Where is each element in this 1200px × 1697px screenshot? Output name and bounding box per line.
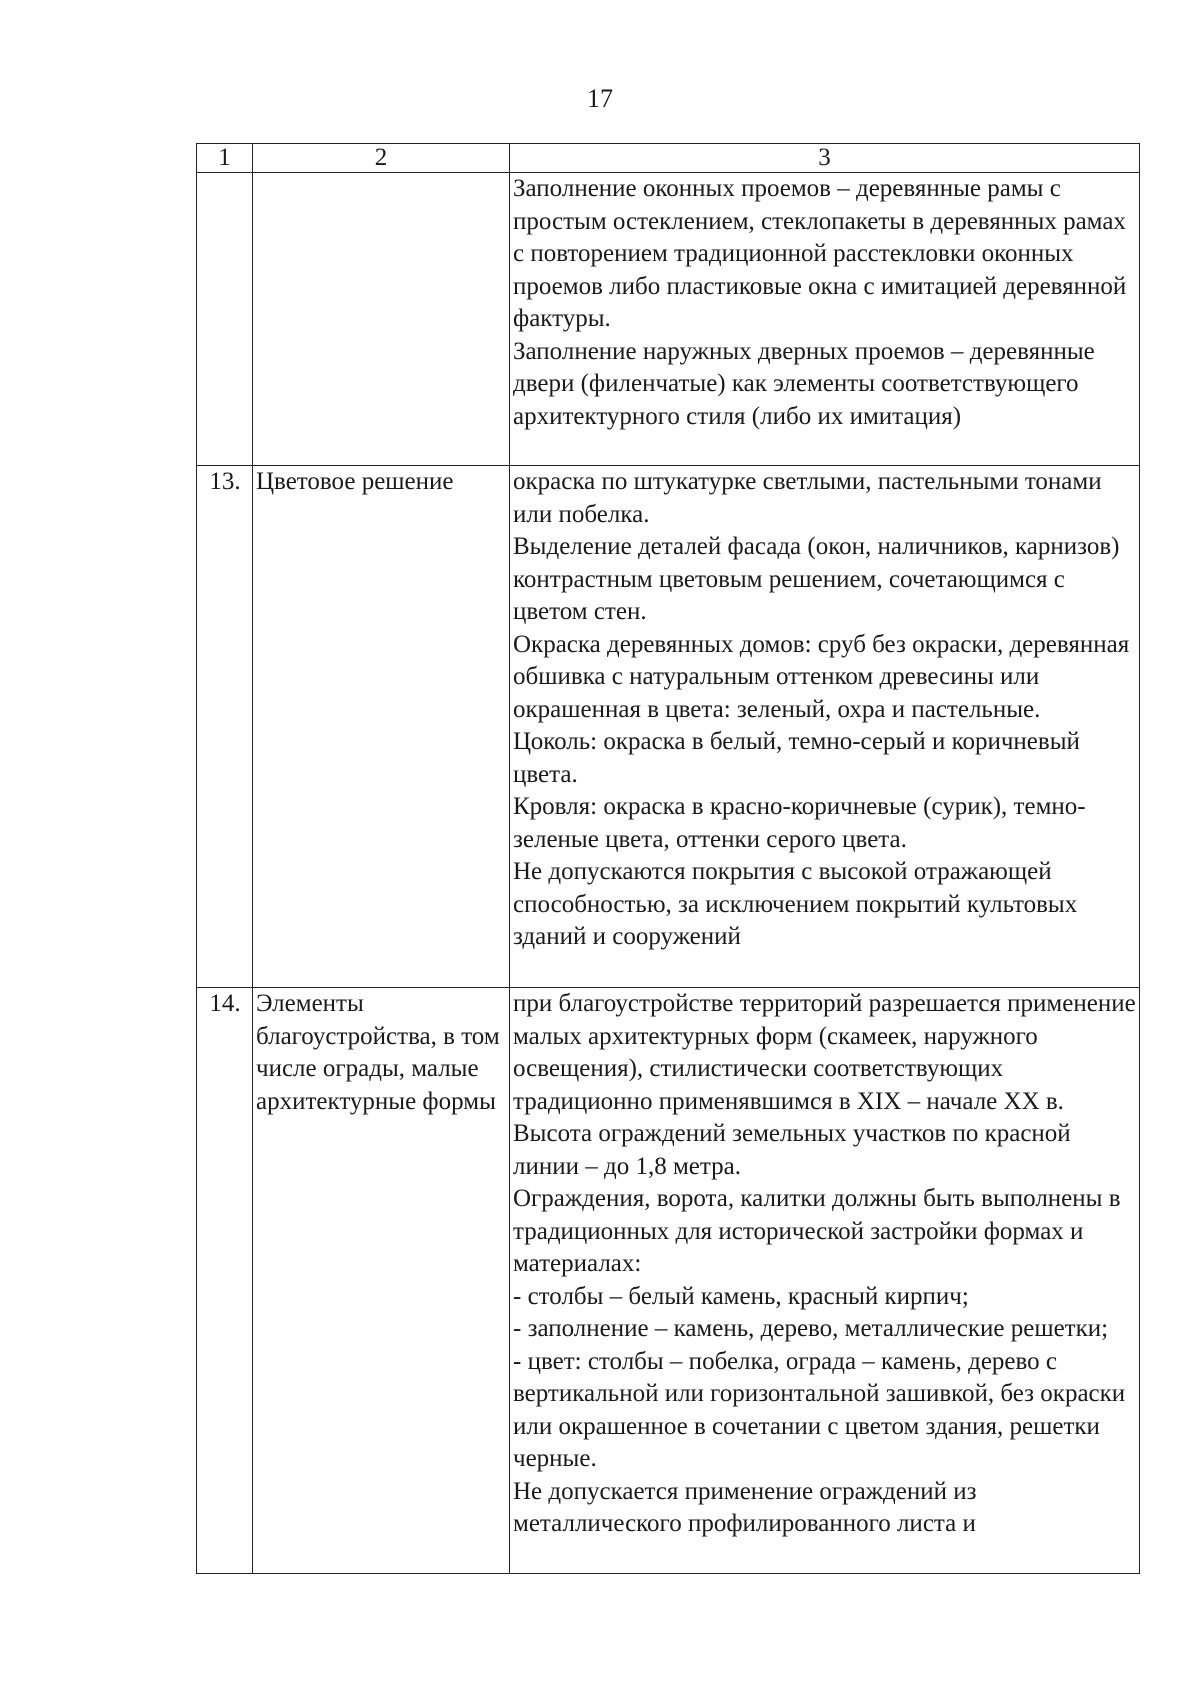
column-header-1: 1 bbox=[197, 144, 253, 173]
row-name: Цветовое решение bbox=[253, 466, 510, 988]
row-text bbox=[510, 988, 1140, 1574]
row-text bbox=[510, 173, 1140, 466]
page-number: 17 bbox=[587, 84, 613, 113]
column-header-3: 3 bbox=[510, 144, 1140, 173]
table-row-14 bbox=[197, 988, 1140, 1574]
table-row-13 bbox=[197, 466, 1140, 988]
row-text bbox=[510, 466, 1140, 988]
regulations-table bbox=[196, 143, 1140, 1574]
table-row-continuation bbox=[197, 173, 1140, 466]
row-text-body: при благоустройстве территорий разрешается применение малых архитектурных форм (скамеек, наружного освещения), стилистически соответствующих традиционно применявшимся в XIX – начале XX в. Высота ограждений земельных участков по красной линии – до 1,8 метра. Ограждения, ворота, калитки должны быть выполнены в традиционных для исторической застройки формах и материалах: - столбы – белый камень, красный кирпич; - заполнение – камень, дерево, металлические решетки; - цвет: столбы – побелка, ограда – камень, дерево с вертикальной или горизонтальной зашивкой, без окраски или окрашенное в сочетании с цветом здания, решетки черные. Не допускается применение ограждений из металлического профилированного листа и bbox=[513, 990, 1136, 1537]
column-header-2: 2 bbox=[253, 144, 510, 173]
row-name: Элементы благоустройства, в том числе ограды, малые архитектурные формы bbox=[253, 988, 510, 1574]
row-number: 13. bbox=[197, 466, 253, 988]
row-number: 14. bbox=[197, 988, 253, 1574]
row-text-body: Заполнение оконных проемов – деревянные рамы с простым остеклением, стеклопакеты в деревянных рамах с повторением традиционной расстекловки оконных проемов либо пластиковые окна с имитацией деревянной фактуры. Заполнение наружных дверных проемов – деревянные двери (филенчатые) как элементы соответствующего архитектурного стиля (либо их имитация) bbox=[513, 175, 1127, 430]
row-text-body: окраска по штукатурке светлыми, пастельными тонами или побелка. Выделение деталей фасада (окон, наличников, карнизов) контрастным цветовым решением, сочетающимся с цветом стен. Окраска деревянных домов: сруб без окраски, деревянная обшивка с натуральным оттенком древесины или окрашенная в цвета: зеленый, охра и пастельные. Цоколь: окраска в белый, темно-серый и коричневый цвета. Кровля: окраска в красно-коричневые (сурик), темно-зеленые цвета, оттенки серого цвета. Не допускаются покрытия с высокой отражающей способностью, за исключением покрытий культовых зданий и сооружений bbox=[513, 468, 1130, 950]
row-name bbox=[253, 173, 510, 466]
table-header-row bbox=[197, 144, 1140, 173]
row-number bbox=[197, 173, 253, 466]
